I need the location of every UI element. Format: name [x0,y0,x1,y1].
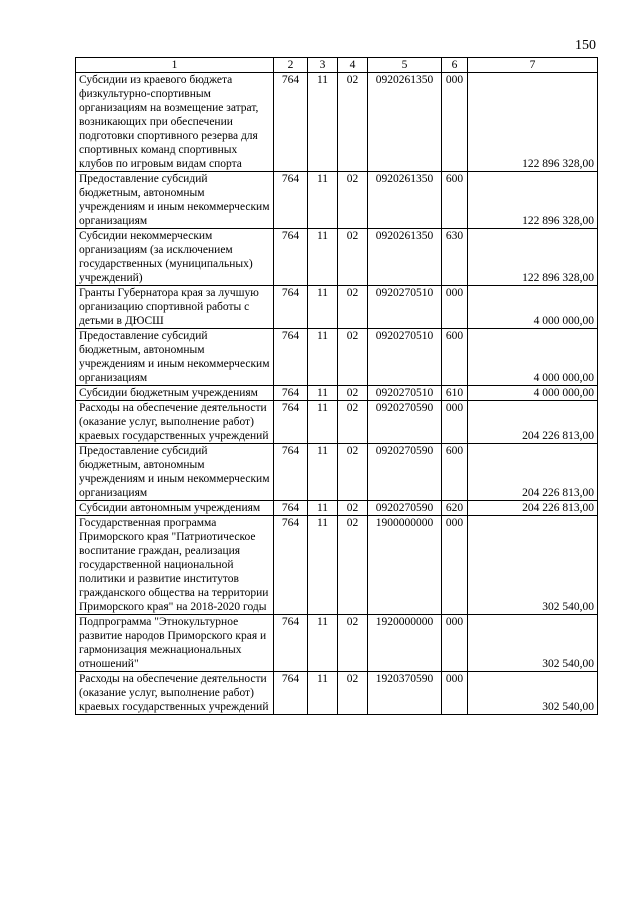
row-code-3: 11 [308,386,338,401]
row-code-6: 630 [442,229,468,286]
table-row [76,516,598,615]
row-code-6: 600 [442,172,468,229]
row-code-6: 000 [442,286,468,329]
row-code-2: 764 [274,615,308,672]
row-name: Расходы на обеспечение деятельности (оказание услуг, выполнение работ) краевых государственных учреждений [76,401,274,444]
row-code-4: 02 [338,401,368,444]
row-amount: 4 000 000,00 [468,329,598,386]
row-code-6: 000 [442,516,468,615]
row-code-2: 764 [274,286,308,329]
row-amount: 122 896 328,00 [468,172,598,229]
row-code-3: 11 [308,615,338,672]
row-amount: 204 226 813,00 [468,401,598,444]
row-code-3: 11 [308,501,338,516]
row-code-5: 1900000000 [368,516,442,615]
row-code-5: 0920270590 [368,444,442,501]
row-code-2: 764 [274,229,308,286]
row-name: Субсидии некоммерческим организациям (за исключением государственных (муниципальных) учреждений) [76,229,274,286]
table-row [76,229,598,286]
row-code-4: 02 [338,386,368,401]
table-row [76,501,598,516]
header-cell: 2 [274,58,308,73]
row-name: Субсидии из краевого бюджета физкультурно-спортивным организациям на возмещение затрат, возникающих при обеспечении подготовки спортивного резерва для спортивных команд спортивных клубов по игровым видам спорта [76,73,274,172]
row-code-2: 764 [274,401,308,444]
row-code-5: 0920261350 [368,73,442,172]
row-code-5: 0920270510 [368,386,442,401]
table-row [76,73,598,172]
row-code-2: 764 [274,501,308,516]
table-row [76,401,598,444]
row-code-6: 600 [442,329,468,386]
row-code-2: 764 [274,172,308,229]
header-cell: 4 [338,58,368,73]
row-code-5: 0920261350 [368,172,442,229]
row-code-3: 11 [308,73,338,172]
table-row [76,615,598,672]
row-amount: 4 000 000,00 [468,286,598,329]
row-code-4: 02 [338,172,368,229]
row-code-2: 764 [274,444,308,501]
row-code-6: 000 [442,73,468,172]
row-amount: 204 226 813,00 [468,444,598,501]
row-name: Субсидии автономным учреждениям [76,501,274,516]
row-code-2: 764 [274,386,308,401]
row-code-5: 0920261350 [368,229,442,286]
row-code-5: 0920270590 [368,401,442,444]
row-code-3: 11 [308,286,338,329]
header-cell: 6 [442,58,468,73]
row-code-3: 11 [308,172,338,229]
table-row [76,672,598,715]
row-amount: 302 540,00 [468,615,598,672]
budget-table [75,57,598,715]
row-amount: 122 896 328,00 [468,229,598,286]
row-name: Государственная программа Приморского края "Патриотическое воспитание граждан, реализация государственной национальной политики и развитие институтов гражданского общества на территории Приморского края" на 2018-2020 годы [76,516,274,615]
header-cell: 3 [308,58,338,73]
row-code-2: 764 [274,329,308,386]
row-name: Предоставление субсидий бюджетным, автономным учреждениям и иным некоммерческим организациям [76,444,274,501]
row-code-3: 11 [308,329,338,386]
header-cell: 1 [76,58,274,73]
row-code-3: 11 [308,401,338,444]
row-code-5: 1920370590 [368,672,442,715]
row-code-4: 02 [338,286,368,329]
row-code-3: 11 [308,444,338,501]
row-code-2: 764 [274,73,308,172]
row-code-5: 0920270510 [368,329,442,386]
row-code-5: 1920000000 [368,615,442,672]
row-code-6: 000 [442,401,468,444]
row-amount: 122 896 328,00 [468,73,598,172]
row-code-5: 0920270590 [368,501,442,516]
row-amount: 204 226 813,00 [468,501,598,516]
header-cell: 5 [368,58,442,73]
row-amount: 302 540,00 [468,516,598,615]
row-code-4: 02 [338,73,368,172]
row-code-3: 11 [308,516,338,615]
row-name: Подпрограмма "Этнокультурное развитие народов Приморского края и гармонизация межнациональных отношений" [76,615,274,672]
page-number: 150 [575,38,596,53]
header-row [76,58,598,73]
row-code-4: 02 [338,615,368,672]
table-row [76,386,598,401]
row-name: Гранты Губернатора края за лучшую организацию спортивной работы с детьми в ДЮСШ [76,286,274,329]
row-name: Расходы на обеспечение деятельности (оказание услуг, выполнение работ) краевых государственных учреждений [76,672,274,715]
row-name: Субсидии бюджетным учреждениям [76,386,274,401]
row-code-2: 764 [274,516,308,615]
row-name: Предоставление субсидий бюджетным, автономным учреждениям и иным некоммерческим организациям [76,329,274,386]
row-code-4: 02 [338,501,368,516]
row-code-4: 02 [338,672,368,715]
row-amount: 302 540,00 [468,672,598,715]
row-code-6: 620 [442,501,468,516]
row-code-3: 11 [308,229,338,286]
row-code-3: 11 [308,672,338,715]
header-cell: 7 [468,58,598,73]
table-row [76,444,598,501]
row-code-6: 000 [442,672,468,715]
row-code-4: 02 [338,329,368,386]
row-code-6: 610 [442,386,468,401]
table-row [76,329,598,386]
row-code-4: 02 [338,444,368,501]
row-code-2: 764 [274,672,308,715]
row-code-5: 0920270510 [368,286,442,329]
table-row [76,286,598,329]
table-row [76,172,598,229]
row-name: Предоставление субсидий бюджетным, автономным учреждениям и иным некоммерческим организациям [76,172,274,229]
row-code-6: 600 [442,444,468,501]
row-amount: 4 000 000,00 [468,386,598,401]
row-code-6: 000 [442,615,468,672]
row-code-4: 02 [338,229,368,286]
row-code-4: 02 [338,516,368,615]
